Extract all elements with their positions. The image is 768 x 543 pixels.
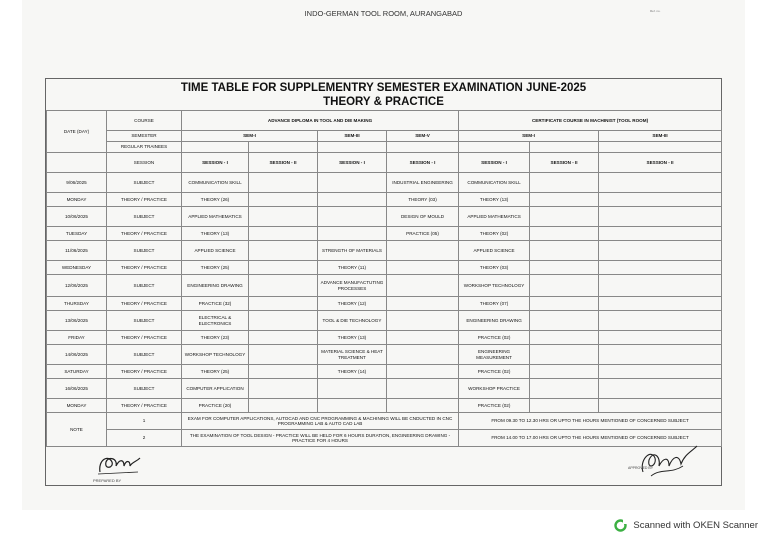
subject-cell: MATERIAL SCIENCE & HEAT TREATMENT: [318, 345, 387, 365]
approved-by-label: APPROVED BY: [628, 466, 654, 470]
cert-sem-3: SEM-III: [599, 131, 722, 142]
subject-cell: [599, 275, 722, 297]
organization-header: INDO-GERMAN TOOL ROOM, AURANGABAD: [304, 9, 463, 18]
prepared-signature: [94, 450, 144, 478]
type-cell: [530, 331, 599, 345]
type-cell: THEORY (11): [318, 261, 387, 275]
prepared-by-label: PREPARED BY: [93, 478, 122, 483]
note-number: 2: [107, 430, 182, 447]
type-cell: THEORY (13): [318, 331, 387, 345]
type-cell: [387, 297, 459, 311]
approved-signature: [631, 442, 711, 482]
subject-cell: INDUSTRIAL ENGINEERING: [387, 173, 459, 193]
session-header: SESSION - I: [182, 153, 249, 173]
session-header: SESSION - I: [318, 153, 387, 173]
type-cell: THEORY (03): [459, 261, 530, 275]
type-cell: [530, 297, 599, 311]
theory-practice-label: THEORY / PRACTICE: [107, 399, 182, 413]
type-cell: [530, 261, 599, 275]
type-cell: [249, 331, 318, 345]
adv-sem-1: SEM-I: [182, 131, 318, 142]
session-label: SESSION: [107, 153, 182, 173]
type-cell: THEORY (13): [182, 227, 249, 241]
type-cell: PRACTICE (05): [387, 227, 459, 241]
subject-cell: [249, 275, 318, 297]
subject-cell: WORKSHOP PRACTICE: [459, 379, 530, 399]
exam-date: 12/06/2025: [47, 275, 107, 297]
exam-day: MONDAY: [47, 399, 107, 413]
type-cell: PRACTICE (02): [459, 365, 530, 379]
type-cell: [387, 365, 459, 379]
subject-cell: APPLIED SCIENCE: [459, 241, 530, 261]
exam-date: 14/06/2025: [47, 345, 107, 365]
subject-cell: [530, 275, 599, 297]
type-cell: [530, 365, 599, 379]
subject-cell: COMMUNICATION SKILL: [459, 173, 530, 193]
document-sheet: [22, 0, 745, 510]
subject-cell: [387, 275, 459, 297]
type-cell: [318, 193, 387, 207]
exam-day: SATURDAY: [47, 365, 107, 379]
subject-cell: [530, 379, 599, 399]
subject-cell: ENGINEERING DRAWING: [182, 275, 249, 297]
type-cell: PRACTICE (20): [182, 399, 249, 413]
type-cell: [599, 193, 722, 207]
type-cell: THEORY (23): [182, 331, 249, 345]
exam-date: 16/06/2025: [47, 379, 107, 399]
type-cell: THEORY (25): [182, 365, 249, 379]
oken-scanner-logo-icon: [614, 519, 627, 532]
type-cell: [530, 193, 599, 207]
subject-cell: [249, 379, 318, 399]
type-cell: [599, 261, 722, 275]
note-cert-text: FROM 09.30 TO 12.30 HRS OR UPTO THE HOURS MENTIONED OF CONCERNED SUBJECT: [459, 413, 722, 430]
type-cell: THEORY (07): [459, 297, 530, 311]
subject-cell: STRENGTH OF MATERIALS: [318, 241, 387, 261]
type-cell: PRACTICE (02): [459, 331, 530, 345]
subject-cell: COMPUTER APPLICATION: [182, 379, 249, 399]
type-cell: [318, 399, 387, 413]
exam-date: 10/06/2025: [47, 207, 107, 227]
date-day-header: DATE (DAY): [47, 111, 107, 153]
subject-cell: DESIGN OF MOULD: [387, 207, 459, 227]
timetable: [46, 110, 722, 447]
adv-sem-5: SEM-V: [387, 131, 459, 142]
type-cell: [249, 193, 318, 207]
type-cell: [530, 227, 599, 241]
type-cell: [318, 227, 387, 241]
subject-cell: [599, 311, 722, 331]
session-header: SESSION - I: [387, 153, 459, 173]
course-advance-diploma: ADVANCE DIPLOMA IN TOOL AND DIE MAKING: [182, 111, 459, 131]
subject-cell: [530, 241, 599, 261]
subject-cell: APPLIED MATHEMATICS: [182, 207, 249, 227]
subject-cell: [530, 311, 599, 331]
type-cell: [249, 399, 318, 413]
type-cell: [599, 365, 722, 379]
timetable-frame: [45, 78, 722, 486]
timetable-subtitle: THEORY & PRACTICE: [323, 96, 444, 108]
subject-cell: APPLIED MATHEMATICS: [459, 207, 530, 227]
type-cell: THEORY (13): [459, 193, 530, 207]
subject-label: SUBJECT: [107, 241, 182, 261]
type-cell: [599, 399, 722, 413]
scanner-text: Scanned with OKEN Scanner: [633, 520, 758, 531]
type-cell: [387, 331, 459, 345]
subject-cell: [318, 379, 387, 399]
note-label: NOTE: [47, 413, 107, 447]
type-cell: PRACTICE (32): [182, 297, 249, 311]
exam-date: 13/06/2025: [47, 311, 107, 331]
subject-cell: [599, 379, 722, 399]
subject-cell: ENGINEERING MEASUREMENT: [459, 345, 530, 365]
type-cell: THEORY (25): [182, 261, 249, 275]
exam-day: TUESDAY: [47, 227, 107, 241]
subject-cell: [318, 207, 387, 227]
type-cell: THEORY (14): [318, 365, 387, 379]
course-certificate-machinist: CERTIFICATE COURSE IN MACHINIST (TOOL ROOM): [459, 111, 722, 131]
exam-date: 9/06/2025: [47, 173, 107, 193]
subject-label: SUBJECT: [107, 173, 182, 193]
exam-day: MONDAY: [47, 193, 107, 207]
session-header: SESSION - II: [599, 153, 722, 173]
note-adv-text: EXAM FOR COMPUTER APPLICATIONS, AUTOCAD AND CNC PROGRAMMING & MACHINING WILL BE CNDUCTED IN CNC PROGRAMMING LAB & AUTO CAD LAB: [182, 413, 459, 430]
type-cell: [387, 261, 459, 275]
subject-cell: [249, 345, 318, 365]
exam-day: THURSDAY: [47, 297, 107, 311]
type-cell: [249, 297, 318, 311]
session-header: SESSION - II: [249, 153, 318, 173]
subject-cell: TOOL & DIE TECHNOLOGY: [318, 311, 387, 331]
type-cell: [599, 297, 722, 311]
theory-practice-label: THEORY / PRACTICE: [107, 331, 182, 345]
theory-practice-label: THEORY / PRACTICE: [107, 261, 182, 275]
type-cell: [387, 399, 459, 413]
timetable-title: TIME TABLE FOR SUPPLEMENTRY SEMESTER EXAMINATION JUNE-2025: [180, 82, 587, 94]
subject-label: SUBJECT: [107, 379, 182, 399]
subject-cell: [599, 241, 722, 261]
type-cell: [599, 227, 722, 241]
semester-label: SEMESTER: [107, 131, 182, 142]
subject-cell: APPLIED SCIENCE: [182, 241, 249, 261]
reference-mark: Ref. no.: [650, 9, 661, 13]
type-cell: [599, 331, 722, 345]
regular-trainees-label: REGULAR TRAINEES: [107, 142, 182, 153]
type-cell: THEORY (26): [182, 193, 249, 207]
subject-cell: [387, 345, 459, 365]
subject-cell: [599, 173, 722, 193]
subject-cell: [530, 207, 599, 227]
subject-cell: [387, 311, 459, 331]
subject-label: SUBJECT: [107, 311, 182, 331]
scanner-watermark: [614, 519, 758, 532]
subject-label: SUBJECT: [107, 207, 182, 227]
type-cell: [249, 365, 318, 379]
note-adv-text: THE EXAMINATION OF TOOL DESIGN - PRACTICE WILL BE HELD FOR 6 HOURS DURATION, ENGINEERING DRAWING - PRACTICE FOR 4 HOURS: [182, 430, 459, 447]
subject-cell: WORKSHOP TECHNOLOGY: [182, 345, 249, 365]
subject-cell: [318, 173, 387, 193]
type-cell: [249, 227, 318, 241]
type-cell: THEORY (02): [459, 227, 530, 241]
type-cell: [530, 399, 599, 413]
theory-practice-label: THEORY / PRACTICE: [107, 297, 182, 311]
exam-date: 11/06/2025: [47, 241, 107, 261]
subject-cell: [599, 207, 722, 227]
subject-cell: COMMUNICATION SKILL: [182, 173, 249, 193]
subject-cell: WORKSHOP TECHNOLOGY: [459, 275, 530, 297]
subject-cell: ENGINEERING DRAWING: [459, 311, 530, 331]
type-cell: [249, 261, 318, 275]
subject-cell: [530, 345, 599, 365]
subject-cell: [387, 379, 459, 399]
exam-day: WEDNESDAY: [47, 261, 107, 275]
subject-cell: [249, 173, 318, 193]
subject-cell: ADVANCE MANUFACTUTING PROCESSES: [318, 275, 387, 297]
subject-cell: [249, 241, 318, 261]
subject-cell: ELECTRICAL & ELECTRONICS: [182, 311, 249, 331]
theory-practice-label: THEORY / PRACTICE: [107, 365, 182, 379]
theory-practice-label: THEORY / PRACTICE: [107, 193, 182, 207]
subject-label: SUBJECT: [107, 345, 182, 365]
subject-cell: [599, 345, 722, 365]
subject-cell: [387, 241, 459, 261]
type-cell: THEORY (03): [387, 193, 459, 207]
note-cert-text: FROM 14.00 TO 17.00 HRS OR UPTO THE HOURS MENTIONED OF CONCERNED SUBJECT: [459, 430, 722, 447]
subject-cell: [249, 311, 318, 331]
subject-label: SUBJECT: [107, 275, 182, 297]
exam-day: FRIDAY: [47, 331, 107, 345]
subject-cell: [249, 207, 318, 227]
adv-sem-3: SEM-III: [318, 131, 387, 142]
signature-area: [46, 442, 721, 486]
session-header: SESSION - II: [530, 153, 599, 173]
session-header: SESSION - I: [459, 153, 530, 173]
course-label: COURSE: [107, 111, 182, 131]
note-number: 1: [107, 413, 182, 430]
theory-practice-label: THEORY / PRACTICE: [107, 227, 182, 241]
type-cell: THEORY (12): [318, 297, 387, 311]
cert-sem-1: SEM-I: [459, 131, 599, 142]
subject-cell: [530, 173, 599, 193]
type-cell: PRACTICE (02): [459, 399, 530, 413]
